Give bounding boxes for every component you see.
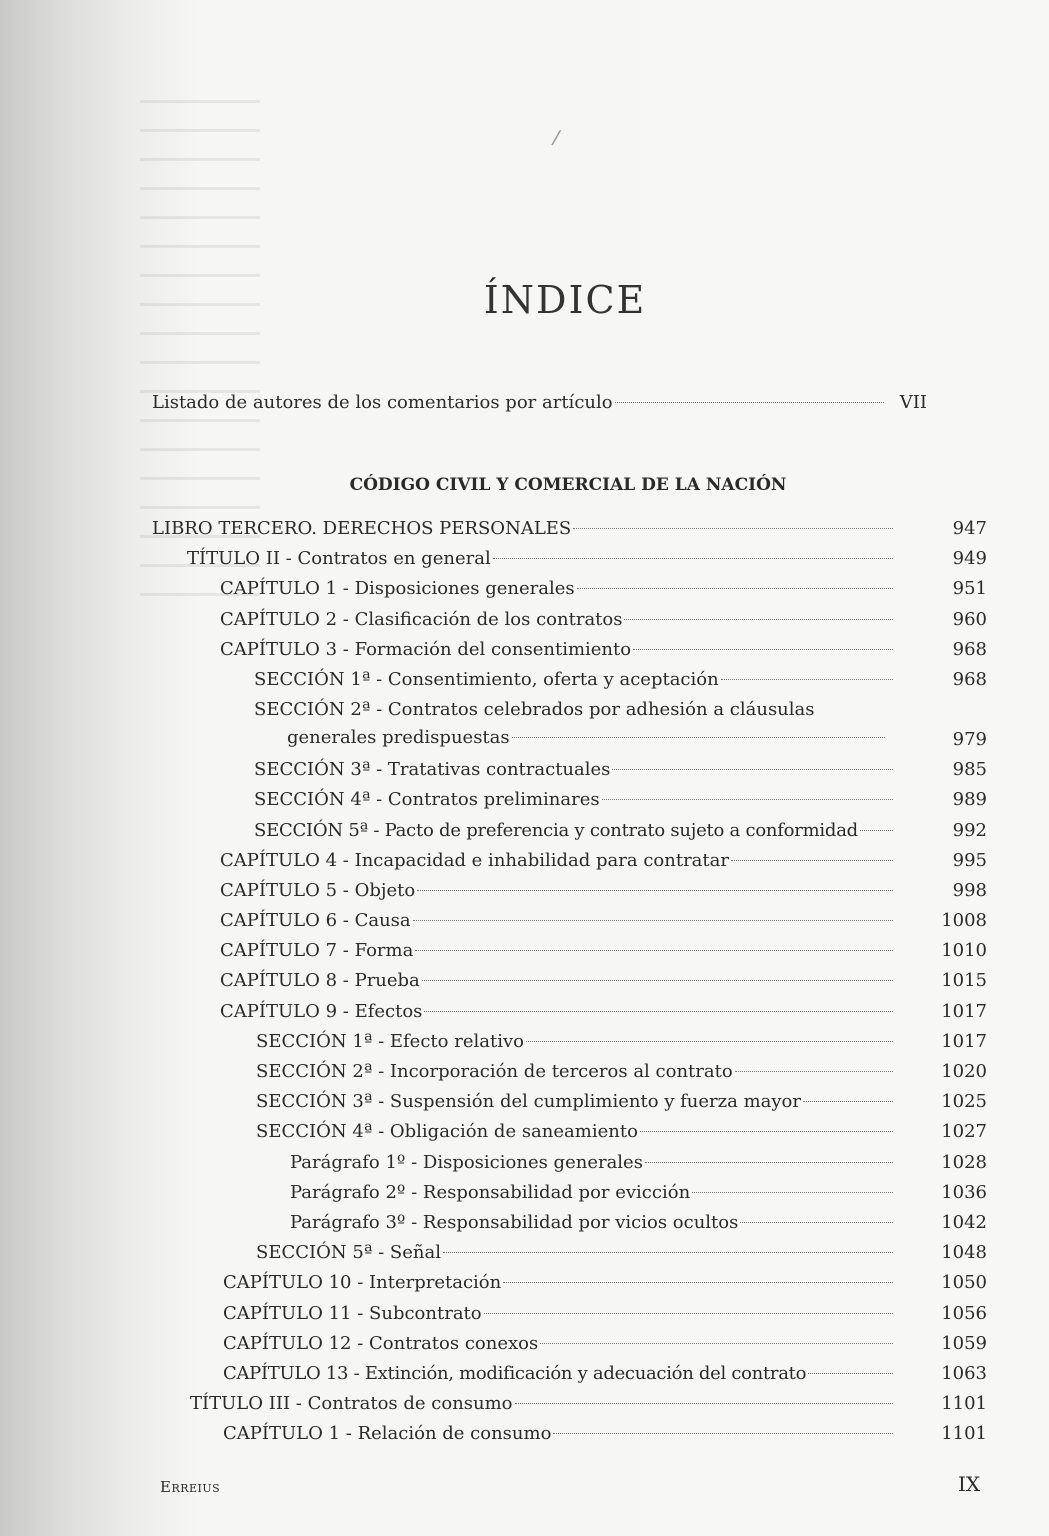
toc-entry-page: 960 [952,608,987,630]
toc-entry-label: CAPÍTULO 1 - Relación de consumo [223,1423,552,1445]
toc-entry-label: SECCIÓN 3ª - Tratativas contractuales [254,759,611,781]
toc-entry-label: CAPÍTULO 1 - Disposiciones generales [220,578,575,600]
toc-entry[interactable] [0,1389,1049,1419]
toc-entry[interactable] [0,574,1049,604]
toc-entry-page: 979 [952,729,987,751]
toc-entry[interactable] [0,1027,1049,1057]
toc-entry-label: Listado de autores de los comentarios por artículo [152,392,613,413]
toc-entry-page: 1015 [941,970,987,992]
toc-entry-label: CAPÍTULO 2 - Clasificación de los contratos [220,608,623,630]
dot-leader [808,1373,893,1374]
toc-entry-label-cont: generales predispuestas [287,727,510,749]
dot-leader [493,558,893,559]
toc-entry[interactable] [0,1148,1049,1178]
dot-leader [740,1222,893,1223]
toc-entry-label: CAPÍTULO 3 - Formación del consentimiento [220,638,632,660]
toc-entry[interactable] [0,1087,1049,1117]
toc-entry-page: 1020 [941,1061,987,1082]
toc-entry-label: SECCIÓN 4ª - Contratos preliminares [254,789,600,811]
toc-entry-page: 1042 [941,1211,987,1233]
toc-entry[interactable] [0,1057,1049,1087]
toc-entry-label: SECCIÓN 2ª - Incorporación de terceros al contrato [256,1061,733,1082]
toc-entry[interactable] [0,1208,1049,1238]
dot-leader [735,1071,893,1072]
toc-entry[interactable] [0,785,1049,815]
toc-entry-page: 968 [952,668,987,690]
toc-entry-label: SECCIÓN 1ª - Consentimiento, oferta y aceptación [254,668,719,690]
toc-entry-page: 1028 [941,1151,987,1173]
toc-entry-page: 1025 [941,1091,987,1113]
toc-entry[interactable] [0,1359,1049,1389]
section-title: CÓDIGO CIVIL Y COMERCIAL DE LA NACIÓN [349,475,787,495]
dot-leader [615,402,884,403]
toc-entry-label: SECCIÓN 2ª - Contratos celebrados por adhesión a cláusulas [254,699,815,721]
dot-leader [512,737,885,738]
toc-entry-label: LIBRO TERCERO. DERECHOS PERSONALES [152,518,572,539]
toc-entry-label: SECCIÓN 5ª - Señal [256,1242,441,1264]
page-number: IX [958,1472,981,1496]
toc-entry-page: 998 [952,879,987,901]
toc-entry-page: 985 [952,759,987,781]
toc-list [0,514,1049,1449]
toc-entry[interactable] [0,1178,1049,1208]
dot-leader [526,1041,893,1042]
toc-entry[interactable] [0,966,1049,996]
dot-leader [417,890,893,891]
toc-entry-label: TÍTULO III - Contratos de consumo [190,1393,513,1415]
dot-leader [803,1101,893,1102]
toc-entry-page: 1027 [941,1121,987,1143]
toc-entry-label: CAPÍTULO 6 - Causa [220,910,411,932]
toc-entry-page: 1101 [941,1393,987,1415]
toc-entry-page: 1017 [941,1000,987,1022]
toc-entry-label: CAPÍTULO 11 - Subcontrato [223,1302,482,1324]
toc-entry-page: 947 [952,518,987,539]
dot-leader [577,588,893,589]
toc-entry-page: 1010 [941,940,987,962]
toc-entry-label: CAPÍTULO 7 - Forma [220,940,414,962]
dot-leader [484,1313,893,1314]
dot-leader [731,860,893,861]
dot-leader [640,1131,893,1132]
dot-leader [645,1162,893,1163]
toc-entry[interactable] [0,1238,1049,1268]
toc-entry[interactable] [0,514,1049,544]
toc-entry[interactable] [0,755,1049,785]
toc-entry-page: 951 [952,578,987,600]
toc-entry-label: CAPÍTULO 12 - Contratos conexos [223,1332,539,1354]
toc-entry[interactable] [0,1299,1049,1329]
toc-entry[interactable] [0,846,1049,876]
dot-leader [424,1011,893,1012]
toc-entry-label: Parágrafo 2º - Responsabilidad por evicción [290,1181,691,1203]
toc-entry[interactable] [0,605,1049,635]
dot-leader [624,619,893,620]
toc-entry-label: CAPÍTULO 5 - Objeto [220,879,416,901]
toc-entry-page: 995 [952,849,987,871]
dot-leader [515,1403,893,1404]
toc-entry[interactable] [0,1419,1049,1449]
dot-leader [503,1282,893,1283]
toc-entry-label: CAPÍTULO 4 - Incapacidad e inhabilidad para contratar [220,849,729,871]
toc-entry[interactable] [0,876,1049,906]
dot-leader [721,679,893,680]
toc-entry-page: 992 [952,819,987,841]
toc-entry-page: 1048 [941,1242,987,1264]
toc-entry-page: 1050 [941,1272,987,1294]
toc-entry[interactable] [0,1329,1049,1359]
toc-entry-label: CAPÍTULO 10 - Interpretación [223,1272,502,1294]
dot-leader [413,920,893,921]
toc-entry-label: SECCIÓN 5ª - Pacto de preferencia y contrato sujeto a conformidad [254,819,858,841]
dot-leader [540,1343,893,1344]
dot-leader [573,528,893,529]
dot-leader [692,1192,893,1193]
pencil-mark: / [550,124,563,150]
page-title: ÍNDICE [483,278,647,322]
dot-leader [612,769,893,770]
publisher-name: Erreius [160,1478,221,1496]
toc-entry-page: 1056 [941,1302,987,1324]
dot-leader [633,649,893,650]
toc-entry-page: 1008 [941,910,987,932]
toc-entry-page: 1063 [941,1362,987,1384]
dot-leader [553,1433,893,1434]
toc-entry[interactable] [0,1117,1049,1147]
toc-entry-label: CAPÍTULO 13 - Extinción, modificación y adecuación del contrato [223,1362,807,1384]
toc-entry-label: SECCIÓN 1ª - Efecto relativo [256,1030,524,1052]
toc-entry[interactable] [0,936,1049,966]
toc-entry[interactable] [0,665,1049,695]
toc-entry-page: 1017 [941,1030,987,1052]
dot-leader [860,830,893,831]
toc-entry-label: Parágrafo 1º - Disposiciones generales [290,1151,643,1173]
dot-leader [422,980,893,981]
toc-entry[interactable] [0,1268,1049,1298]
toc-entry-label: Parágrafo 3º - Responsabilidad por vicios ocultos [290,1211,739,1233]
toc-entry[interactable] [0,695,1049,755]
toc-entry-label: SECCIÓN 4ª - Obligación de saneamiento [256,1121,638,1143]
toc-entry-page: 1101 [941,1423,987,1445]
toc-entry-page: VII [899,392,927,413]
toc-entry-page: 968 [952,638,987,660]
toc-entry-label: CAPÍTULO 9 - Efectos [220,1000,423,1022]
toc-entry-page: 1036 [941,1181,987,1203]
dot-leader [415,950,893,951]
toc-entry[interactable] [0,635,1049,665]
toc-entry[interactable] [0,997,1049,1027]
toc-entry[interactable] [0,544,1049,574]
dot-leader [602,799,893,800]
toc-entry-label: SECCIÓN 3ª - Suspensión del cumplimiento y fuerza mayor [256,1091,802,1113]
toc-entry-page: 989 [952,789,987,811]
toc-entry[interactable] [0,906,1049,936]
toc-entry-authors[interactable] [152,392,988,413]
toc-entry-label: CAPÍTULO 8 - Prueba [220,970,420,992]
toc-entry[interactable] [0,816,1049,846]
toc-entry-page: 1059 [941,1332,987,1354]
toc-entry-page: 949 [952,548,987,570]
dot-leader [443,1252,893,1253]
toc-entry-label: TÍTULO II - Contratos en general [187,548,491,570]
